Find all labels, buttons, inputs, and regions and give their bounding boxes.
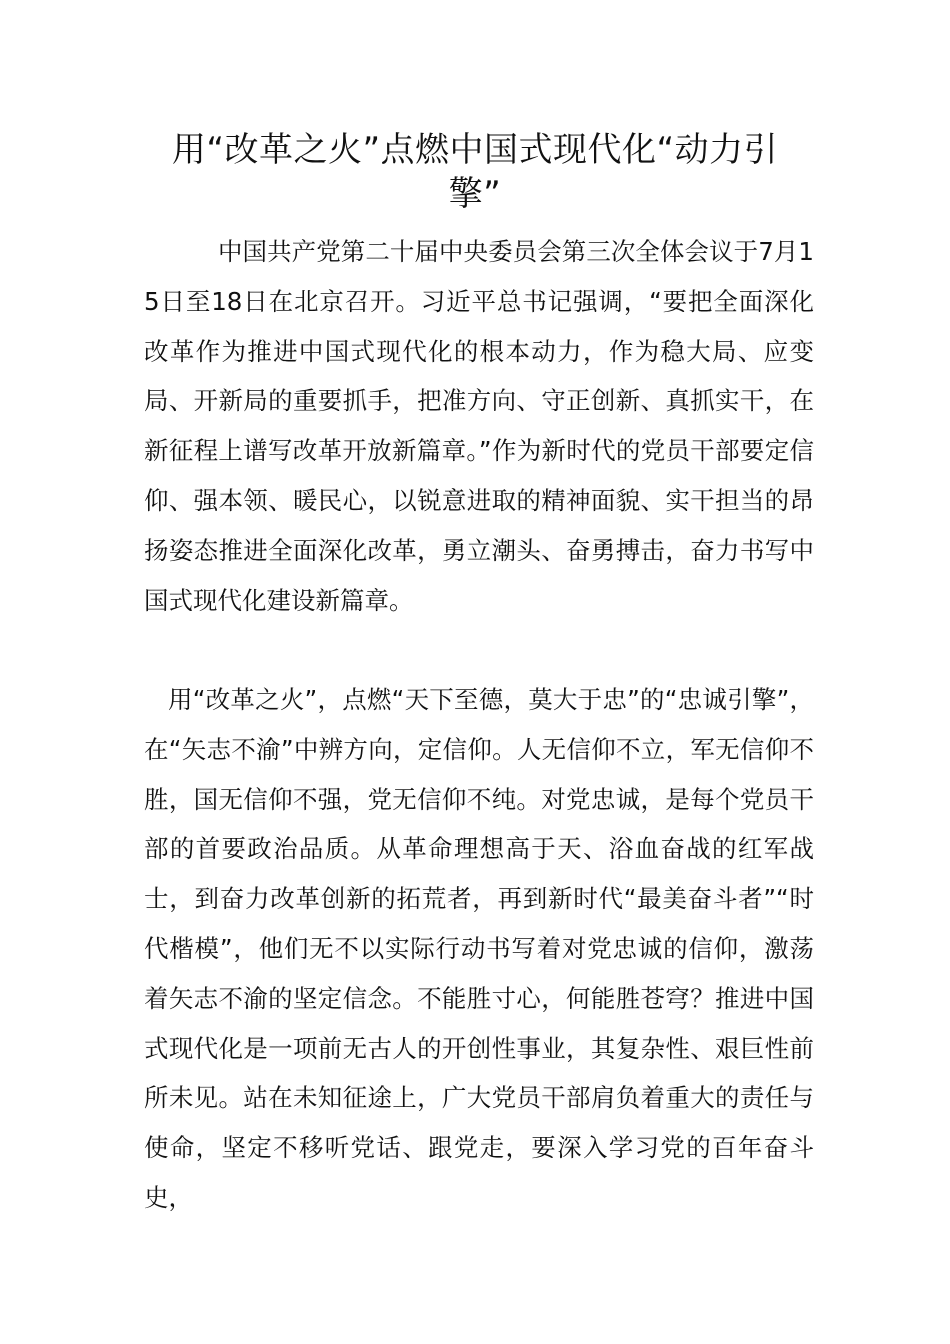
document-title: 用“改革之火”点燃中国式现代化“动力引擎” [171, 130, 779, 214]
paragraph-2: 用“改革之火”，点燃“天下至德，莫大于忠”的“忠诚引擎”，在“矢志不渝”中辨方向，定信仰。人无信仰不立，军无信仰不胜，国无信仰不强，党无信仰不纯。对党忠诚，是每个党员干部的首要政治品质。从革命理想高于天、浴血奋战的红军战士，到奋力改革创新的拓荒者，再到新时代“最美奋斗者”“时代楷模”，他们无不以实际行动书写着对党忠诚的信仰，激荡着矢志不渝的坚定信念。不能胜寸心，何能胜苍穹？推进中国式现代化是一项前无古人的开创性事业，其复杂性、艰巨性前所未见。站在未知征途上，广大党员干部肩负着重大的责任与使命，坚定不移听党话、跟党走，要深入学习党的百年奋斗史， [144, 685, 814, 1212]
paragraph-1: 中国共产党第二十届中央委员会第三次全体会议于7月15日至18日在北京召开。习近平总书记强调，“要把全面深化改革作为推进中国式现代化的根本动力，作为稳大局、应变局、开新局的重要抓手，把准方向、守正创新、真抓实干，在新征程上谱写改革开放新篇章。”作为新时代的党员干部要定信仰、强本领、暖民心，以锐意进取的精神面貌、实干担当的昂扬姿态推进全面深化改革，勇立潮头、奋勇搏击，奋力书写中国式现代化建设新篇章。 [144, 237, 814, 615]
